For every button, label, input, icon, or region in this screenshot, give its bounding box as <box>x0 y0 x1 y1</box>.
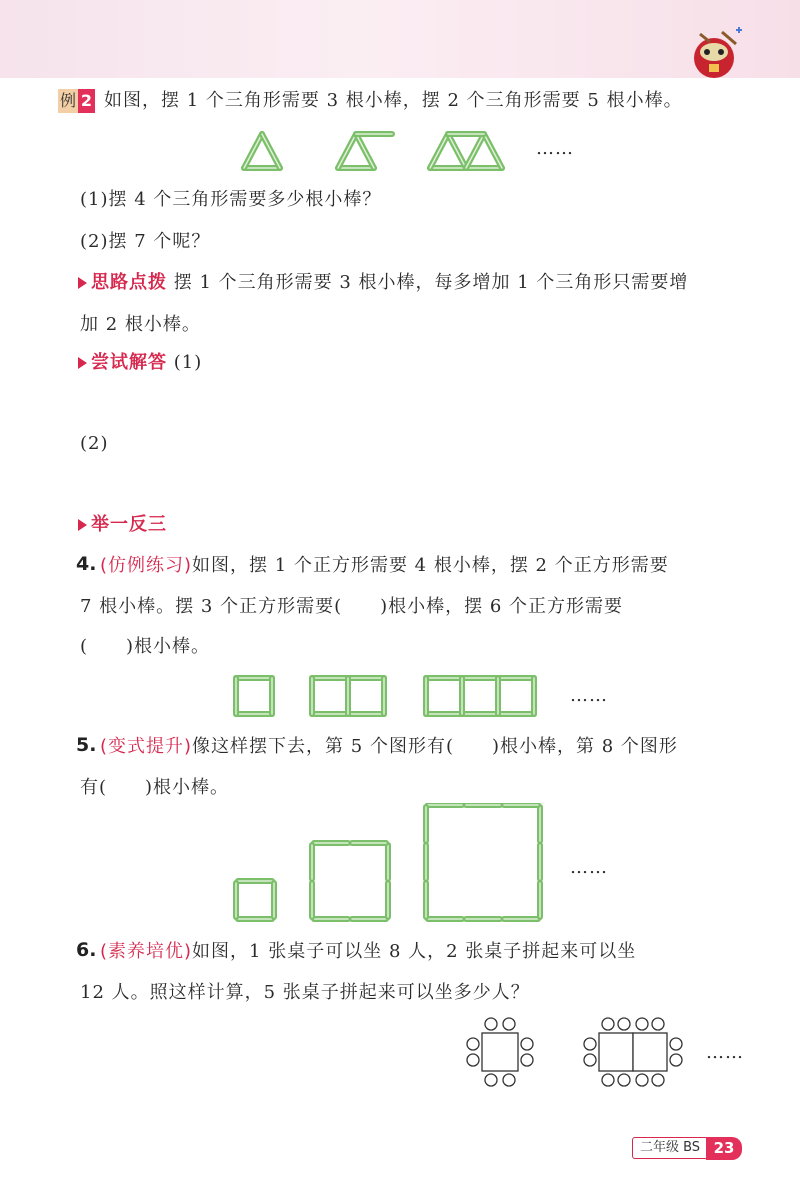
table <box>599 1033 633 1071</box>
problem-6-line-2: 12 人。照这样计算，5 张桌子拼起来可以坐多少人？ <box>80 982 530 1003</box>
seat <box>652 1018 664 1030</box>
seat <box>602 1018 614 1030</box>
stick <box>244 134 262 168</box>
seat <box>670 1038 682 1050</box>
problem-5-line-1: (变式提升)像这样摆下去，第 5 个图形有( )根小棒，第 8 个图形 <box>100 736 678 757</box>
seat <box>584 1038 596 1050</box>
play-arrow-icon <box>78 519 87 531</box>
grade-label: 二年级 BS <box>632 1137 708 1159</box>
answer-part-2: (2) <box>80 433 109 454</box>
seat <box>670 1054 682 1066</box>
hint-title: 思路点拨 <box>91 272 167 293</box>
growing-ellipsis: …… <box>570 857 608 878</box>
problem-5-number: 5. <box>76 734 97 756</box>
growing-squares-figure <box>228 803 558 925</box>
answer-line-1 <box>78 350 202 376</box>
mascot-drum-icon <box>692 22 744 80</box>
answer-title: 尝试解答 <box>91 352 167 373</box>
stick <box>356 134 374 168</box>
seat <box>636 1074 648 1086</box>
tables-seats-figure <box>460 1015 700 1095</box>
stick <box>430 134 448 168</box>
example-label-number: 2 <box>78 89 95 113</box>
stick <box>448 134 466 168</box>
seat <box>503 1018 515 1030</box>
hint-text-1: 摆 1 个三角形需要 3 根小棒，每多增加 1 个三角形只需要增 <box>167 272 689 293</box>
stick <box>466 134 484 168</box>
table <box>633 1033 667 1071</box>
hint-line-2: 加 2 根小棒。 <box>80 314 201 335</box>
question-1: (1)摆 4 个三角形需要多少根小棒？ <box>80 189 382 210</box>
example-label <box>58 89 96 113</box>
triangle-ellipsis: …… <box>536 138 574 159</box>
seat <box>618 1074 630 1086</box>
seat <box>636 1018 648 1030</box>
seat <box>503 1074 515 1086</box>
hint-line-1 <box>78 270 688 296</box>
tables-ellipsis: …… <box>706 1042 744 1063</box>
page-number: 23 <box>706 1137 742 1160</box>
square-ellipsis: …… <box>570 685 608 706</box>
seat <box>521 1038 533 1050</box>
answer-part-1: (1) <box>173 352 203 373</box>
problem-4-line-1: (仿例练习)如图，摆 1 个正方形需要 4 根小棒，摆 2 个正方形需要 <box>100 555 669 576</box>
problem-4-line-3: ( )根小棒。 <box>80 636 211 657</box>
play-arrow-icon <box>78 277 87 289</box>
seat <box>485 1018 497 1030</box>
table <box>482 1033 518 1071</box>
section-title: 举一反三 <box>78 512 167 538</box>
header-band <box>0 0 800 78</box>
problem-6-number: 6. <box>76 939 97 961</box>
play-arrow-icon <box>78 357 87 369</box>
stick <box>338 134 356 168</box>
problem-4-number: 4. <box>76 553 97 575</box>
seat <box>467 1038 479 1050</box>
seat <box>584 1054 596 1066</box>
seat <box>618 1018 630 1030</box>
seat <box>485 1074 497 1086</box>
square-sticks-figure <box>230 672 560 722</box>
stick <box>484 134 502 168</box>
example-problem: 如图，摆 1 个三角形需要 3 根小棒，摆 2 个三角形需要 5 根小棒。 <box>104 90 683 111</box>
problem-4-line-2: 7 根小棒。摆 3 个正方形需要( )根小棒，摆 6 个正方形需要 <box>80 596 624 617</box>
problem-5-line-2: 有( )根小棒。 <box>80 777 230 798</box>
triangle-sticks-figure <box>238 126 528 174</box>
example-label-li: 例 <box>58 89 78 113</box>
problem-6-line-1: (素养培优)如图，1 张桌子可以坐 8 人，2 张桌子拼起来可以坐 <box>100 941 637 962</box>
page-footer <box>632 1137 742 1159</box>
question-2: (2)摆 7 个呢？ <box>80 231 211 252</box>
seat <box>602 1074 614 1086</box>
seat <box>652 1074 664 1086</box>
stick <box>262 134 280 168</box>
seat <box>467 1054 479 1066</box>
seat <box>521 1054 533 1066</box>
